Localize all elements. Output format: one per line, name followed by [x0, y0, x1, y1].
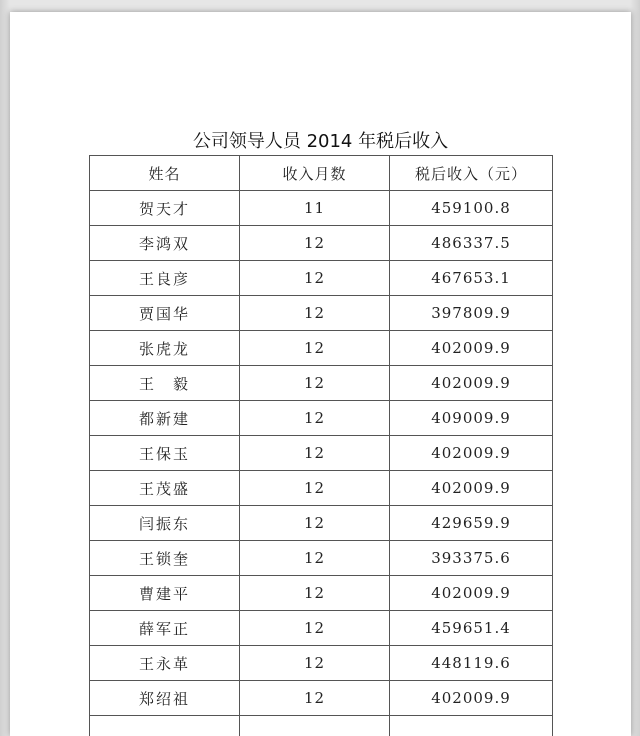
cell-income: 467653.1	[390, 261, 553, 296]
table-row	[90, 401, 553, 436]
cell-months: 11	[240, 191, 390, 226]
cell-income: 429659.9	[390, 506, 553, 541]
cell-income: 459651.4	[390, 611, 553, 646]
cell-months: 12	[240, 681, 390, 716]
cell-months: 12	[240, 646, 390, 681]
table-row	[90, 541, 553, 576]
cell-name: 贺天才	[90, 191, 240, 226]
table-row	[90, 226, 553, 261]
table-body	[90, 191, 553, 736]
cell-income: 402009.9	[390, 366, 553, 401]
cell-income	[390, 716, 553, 736]
cell-name: 薛军正	[90, 611, 240, 646]
table-row	[90, 506, 553, 541]
table-row	[90, 576, 553, 611]
cell-income: 402009.9	[390, 681, 553, 716]
cell-name: 闫振东	[90, 506, 240, 541]
cell-name: 都新建	[90, 401, 240, 436]
cell-income: 448119.6	[390, 646, 553, 681]
cell-months: 12	[240, 436, 390, 471]
cell-name: 张虎龙	[90, 331, 240, 366]
cell-months: 12	[240, 471, 390, 506]
cell-months: 12	[240, 506, 390, 541]
cell-months: 12	[240, 541, 390, 576]
cell-income: 402009.9	[390, 471, 553, 506]
column-header-months: 收入月数	[240, 156, 390, 191]
cell-name: 贾国华	[90, 296, 240, 331]
cell-name: 郑绍祖	[90, 681, 240, 716]
table-header-row	[90, 156, 553, 191]
cell-income: 402009.9	[390, 331, 553, 366]
document-title: 公司领导人员 2014 年税后收入	[192, 131, 449, 152]
cell-name: 王锁奎	[90, 541, 240, 576]
column-header-income: 税后收入（元）	[390, 156, 553, 191]
cell-income: 397809.9	[390, 296, 553, 331]
table-row	[90, 366, 553, 401]
cell-months: 12	[240, 226, 390, 261]
cell-income: 409009.9	[390, 401, 553, 436]
cell-income: 459100.8	[390, 191, 553, 226]
cell-months: 12	[240, 296, 390, 331]
table-row	[90, 471, 553, 506]
table-row	[90, 261, 553, 296]
cell-months: 12	[240, 401, 390, 436]
cell-income: 486337.5	[390, 226, 553, 261]
cell-name: 王 毅	[90, 366, 240, 401]
cell-months: 12	[240, 611, 390, 646]
cell-name	[90, 716, 240, 736]
cell-name: 王茂盛	[90, 471, 240, 506]
cell-name: 王良彦	[90, 261, 240, 296]
cell-name: 王永革	[90, 646, 240, 681]
cell-months	[240, 716, 390, 736]
cell-months: 12	[240, 576, 390, 611]
table-row	[90, 716, 553, 736]
cell-name: 曹建平	[90, 576, 240, 611]
table-row	[90, 296, 553, 331]
table-row	[90, 681, 553, 716]
column-header-name: 姓名	[90, 156, 240, 191]
table-row	[90, 611, 553, 646]
document-page	[10, 12, 631, 736]
cell-name: 李鸿双	[90, 226, 240, 261]
table-row	[90, 331, 553, 366]
table-row	[90, 191, 553, 226]
table-row	[90, 646, 553, 681]
cell-income: 393375.6	[390, 541, 553, 576]
cell-months: 12	[240, 331, 390, 366]
table-row	[90, 436, 553, 471]
cell-name: 王保玉	[90, 436, 240, 471]
cell-income: 402009.9	[390, 576, 553, 611]
cell-months: 12	[240, 261, 390, 296]
cell-months: 12	[240, 366, 390, 401]
income-table	[89, 155, 553, 736]
cell-income: 402009.9	[390, 436, 553, 471]
